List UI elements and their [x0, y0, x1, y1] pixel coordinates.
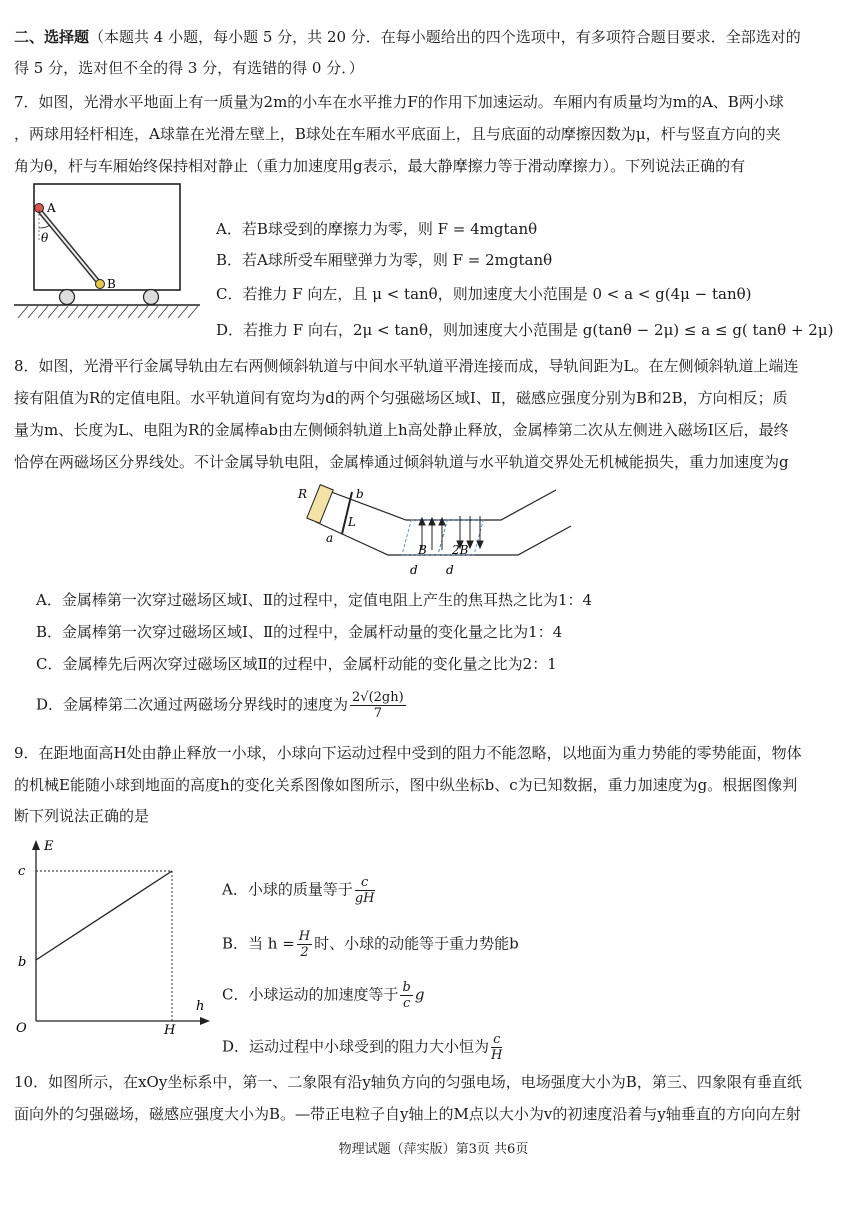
q9-option-b-text: B．当 h = — [222, 934, 295, 953]
origin-label: O — [16, 1021, 27, 1036]
q9-option-c-suffix: g — [414, 985, 425, 1004]
q8-text-line1: 8．如图，光滑平行金属导轨由左右两侧倾斜轨道与中间水平轨道平滑连接而成，导轨间距为L。在左侧倾斜轨道上端连 — [14, 357, 799, 375]
q7-option-a: A．若B球受到的摩擦力为零，则 F = 4mgtanθ — [216, 220, 538, 238]
q9-option-d-text: D．运动过程中小球受到的阻力大小恒为 — [222, 1037, 490, 1056]
fraction-denominator: 2 — [300, 945, 309, 960]
section-description-cont: 得 5 分，选对但不全的得 3 分，有选错的得 0 分．） — [14, 59, 364, 77]
wheel-left — [60, 290, 75, 305]
q9-option-c-fraction — [400, 980, 412, 1011]
q8-text-line4: 恰停在两磁场区分界线处。不计金属导轨电阻，金属棒通过倾斜轨道与水平轨道交界处无机械能损失，重力加速度为g — [14, 453, 789, 471]
q8-option-a: A．金属棒第一次穿过磁场区域Ⅰ、Ⅱ的过程中，定值电阻上产生的焦耳热之比为1：4 — [36, 591, 593, 609]
label-rod-b: b — [356, 487, 364, 501]
fraction-numerator: c — [491, 1032, 502, 1048]
wheel-right — [144, 290, 159, 305]
label-width-d1: d — [410, 563, 418, 577]
fraction-denominator: gH — [354, 891, 375, 906]
label-theta: θ — [41, 231, 49, 245]
fraction-numerator: H — [298, 929, 311, 944]
fraction-numerator: 2√(2gh) — [352, 690, 404, 705]
q9-option-b-fraction — [297, 929, 312, 960]
section-description: （本题共 4 小题，每小题 5 分，共 20 分．在每小题给出的四个选项中，有多项符合题目要求．全部选对的 — [89, 28, 801, 46]
label-r: R — [298, 487, 308, 501]
fraction-denominator: 7 — [373, 706, 382, 721]
q7-option-b: B．若A球所受车厢壁弹力为零，则 F = 2mgtanθ — [216, 251, 553, 269]
q8-option-d-text: D．金属棒第二次通过两磁场分界线时的速度为 — [36, 695, 349, 714]
q9-option-a-fraction — [355, 875, 375, 906]
fraction-denominator: c — [403, 996, 411, 1011]
q7-option-c: C．若推力 F 向左，且 μ < tanθ，则加速度大小范围是 0 < a < g(4μ − tanθ) — [216, 285, 752, 303]
q10-text-line1: 10．如图所示，在xOy坐标系中，第一、二象限有沿y轴负方向的匀强电场，电场强度大小为B，第三、四象限有垂直纸 — [14, 1073, 802, 1091]
label-field-2b: 2B — [452, 543, 469, 557]
label-width-d2: d — [446, 563, 454, 577]
label-a: A — [47, 201, 56, 215]
q7-option-d: D．若推力 F 向右，2μ < tanθ，则加速度大小范围是 g(tanθ − 2μ) ≤ a ≤ g( tanθ + 2μ) — [216, 321, 834, 339]
q9-option-a-text: A．小球的质量等于 — [222, 880, 353, 899]
section-header — [14, 27, 801, 47]
page-footer: 物理试题（萍实版）第3页 共6页 — [338, 1142, 529, 1157]
q9-option-a — [222, 875, 377, 906]
q9-option-b — [222, 929, 519, 960]
tick-label-b: b — [18, 955, 27, 970]
q9-option-d — [222, 1032, 504, 1063]
q8-text-line3: 量为m、长度为L、电阻为R的金属棒ab由左侧倾斜轨道上h高处静止释放，金属棒第二次从左侧进入磁场Ⅰ区后，最终 — [14, 421, 789, 439]
q9-energy-graph — [14, 836, 214, 1046]
q7-text-line1: 7．如图，光滑水平地面上有一质量为2m的小车在水平推力F的作用下加速运动。车厢内有质量均为m的A、B两小球 — [14, 93, 784, 111]
q9-text-line2: 的机械E能随小球到地面的高度h的变化关系图像如图所示，图中纵坐标b、c为已知数据，重力加速度为g。根据图像判 — [14, 776, 798, 794]
q8-option-c: C．金属棒先后两次穿过磁场区域Ⅱ的过程中，金属杆动能的变化量之比为2：1 — [36, 655, 557, 673]
label-rod-a: a — [326, 531, 334, 545]
fraction-denominator: H — [491, 1048, 503, 1063]
q8-option-b: B．金属棒第一次穿过磁场区域Ⅰ、Ⅱ的过程中，金属杆动量的变化量之比为1：4 — [36, 623, 563, 641]
fraction-numerator: c — [355, 875, 375, 891]
q9-option-b-suffix: 时、小球的动能等于重力势能b — [314, 934, 519, 953]
q7-text-line2: ，两球用轻杆相连，A球靠在光滑左壁上，B球处在车厢水平底面上，且与底面的动摩擦因数为μ，杆与竖直方向的夹 — [14, 125, 781, 143]
q9-option-d-fraction — [491, 1032, 502, 1063]
q8-text-line2: 接有阻值为R的定值电阻。水平轨道间有宽均为d的两个匀强磁场区域Ⅰ、Ⅱ，磁感应强度分别为B和2B，方向相反；质 — [14, 389, 788, 407]
section-title: 二、选择题 — [14, 28, 90, 46]
label-field-b: B — [418, 543, 427, 557]
q7-text-line3: 角为θ，杆与车厢始终保持相对静止（重力加速度用g表示，最大静摩擦力等于滑动摩擦力）。下列说法正确的有 — [14, 157, 746, 175]
q8-option-d — [36, 690, 408, 721]
q9-text-line1: 9．在距地面高H处由静止释放一小球，小球向下运动过程中受到的阻力不能忽略，以地面为重力势能的零势能面，物体 — [14, 744, 802, 762]
fraction-numerator: b — [402, 980, 411, 995]
q8-option-d-fraction — [350, 690, 406, 721]
label-length: L — [348, 515, 356, 529]
q9-option-c-text: C．小球运动的加速度等于 — [222, 985, 399, 1004]
axis-label-e: E — [44, 839, 54, 854]
axis-label-h: h — [196, 999, 205, 1014]
tick-label-h-max: H — [164, 1023, 176, 1038]
tick-label-c: c — [18, 864, 26, 879]
q10-text-line2: 面向外的匀强磁场，磁感应强度大小为B。—带正电粒子自y轴上的M点以大小为v的初速度沿着与y轴垂直的方向向左射 — [14, 1105, 801, 1123]
q7-cart-figure — [14, 180, 204, 325]
ball-b — [96, 280, 105, 289]
label-b: B — [107, 277, 116, 291]
q9-option-c — [222, 980, 424, 1011]
q9-text-line3: 断下列说法正确的是 — [14, 807, 150, 825]
q8-rail-figure — [296, 480, 576, 580]
